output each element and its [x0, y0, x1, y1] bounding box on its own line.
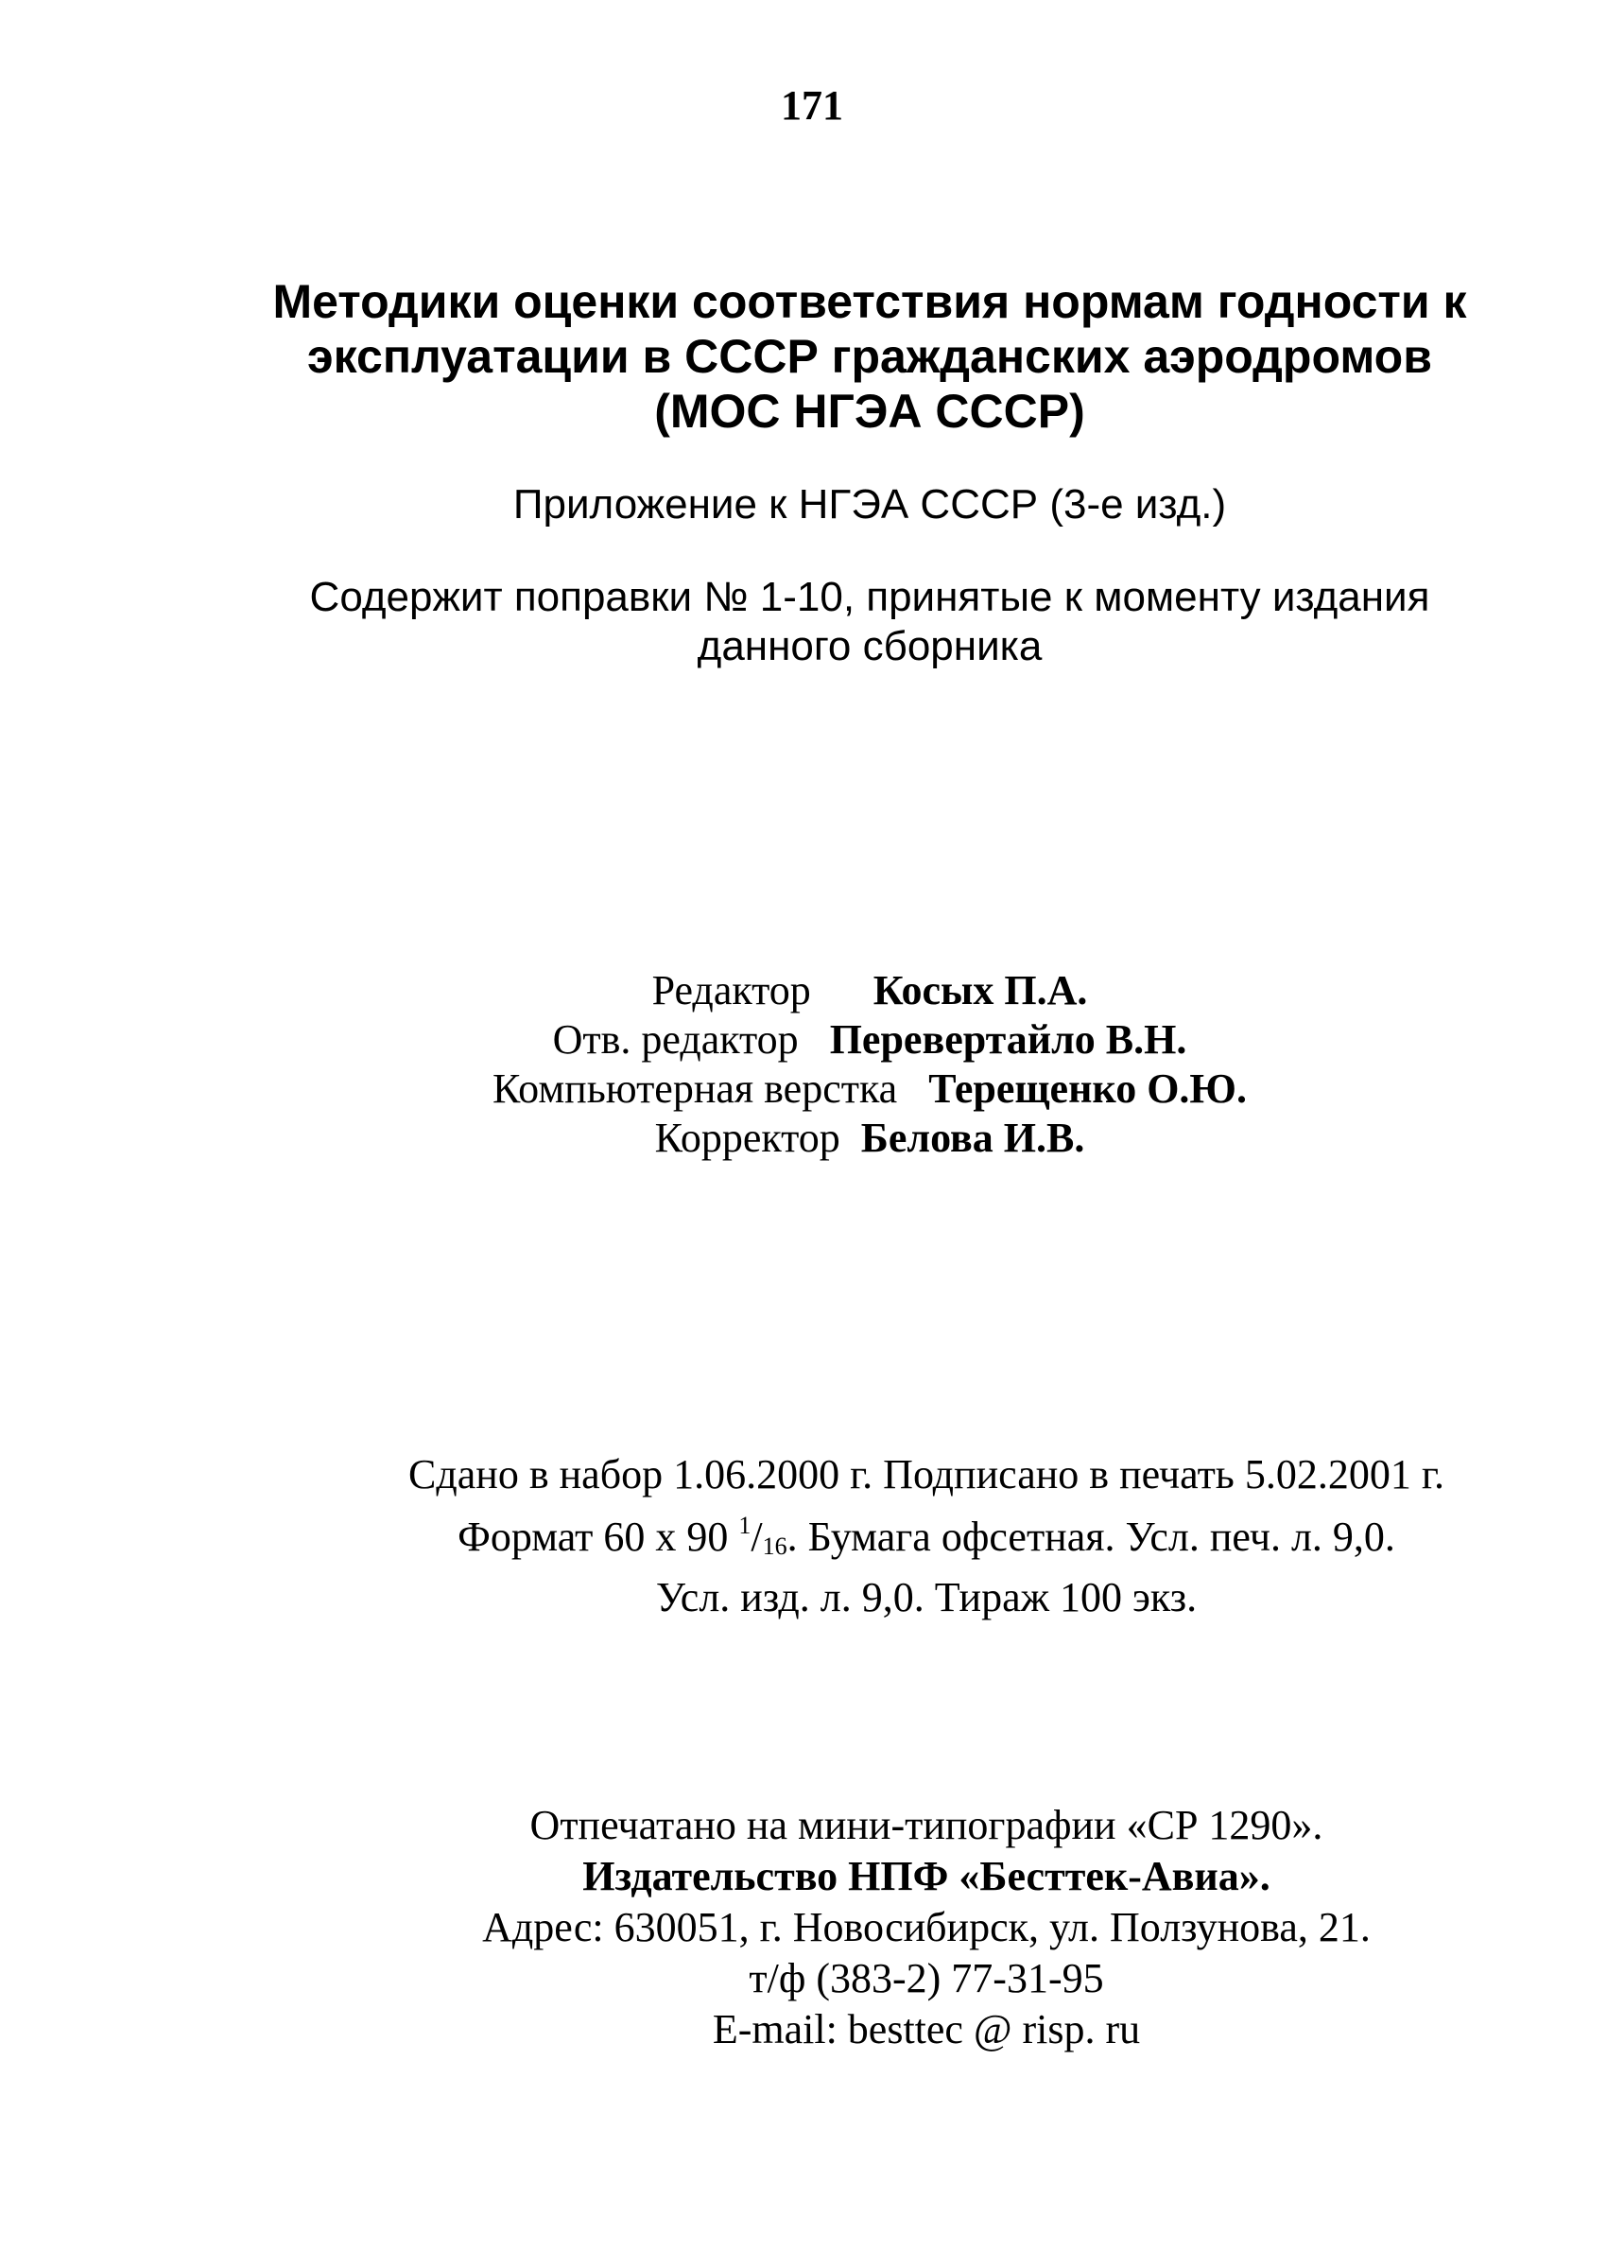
- imprint-line-2: Формат 60 х 90 $^1/_{16}$. Бумага офсетная. Усл. печ. л. 9,0.: [458, 1512, 1395, 1560]
- credit-role: Компьютерная верстка: [492, 1065, 898, 1112]
- amendments-line-2: данного сборника: [697, 623, 1043, 669]
- credit-role: Редактор: [651, 967, 811, 1013]
- title-line-1: Методики оценки соответствия нормам годности к: [272, 275, 1467, 328]
- credit-row: [189, 966, 1550, 1015]
- credit-row: [189, 1015, 1550, 1065]
- credit-name: Терещенко О.Ю.: [928, 1065, 1247, 1112]
- credit-name: Косых П.А.: [872, 967, 1088, 1013]
- amendments-line-1: Содержит поправки № 1-10, принятые к моменту издания: [309, 574, 1430, 620]
- phone-line: т/ф (383-2) 77-31-95: [749, 1955, 1104, 2001]
- imprint-line-3: Усл. изд. л. 9,0. Тираж 100 экз.: [655, 1574, 1198, 1620]
- appendix-line: Приложение к НГЭА СССР (3-е изд.): [512, 481, 1227, 528]
- printer-block: [284, 1800, 1569, 2055]
- credit-row: [189, 1065, 1550, 1114]
- title-line-3: (МОС НГЭА СССР): [654, 385, 1085, 438]
- credit-row: [189, 1114, 1550, 1163]
- imprint-block: [284, 1449, 1569, 1623]
- document-title: [208, 274, 1531, 439]
- credit-name: Белова И.В.: [860, 1115, 1085, 1161]
- format-fraction-numerator: 1: [738, 1512, 752, 1539]
- credit-role: Корректор: [654, 1115, 840, 1161]
- credit-name: Перевертайло В.Н.: [829, 1016, 1187, 1063]
- imprint-line-1: Сдано в набор 1.06.2000 г. Подписано в печать 5.02.2001 г.: [408, 1451, 1444, 1498]
- printer-line-1: Отпечатано на мини-типографии «СР 1290».: [529, 1802, 1323, 1848]
- appendix-note: [208, 480, 1531, 529]
- paper-text: . Бумага офсетная. Усл. печ. л. 9,0.: [786, 1514, 1395, 1560]
- amendments-note: [208, 573, 1531, 671]
- format-text: Формат 60 х 90: [458, 1514, 739, 1560]
- email-line: E-mail: besttec @ risp. ru: [712, 2006, 1141, 2052]
- page-number: 171: [781, 82, 843, 129]
- address-line: Адрес: 630051, г. Новосибирск, ул. Ползунова, 21.: [482, 1904, 1371, 1950]
- credit-role: Отв. редактор: [552, 1016, 799, 1063]
- title-line-2: эксплуатации в СССР гражданских аэродромов: [307, 330, 1432, 383]
- credits-block: [189, 966, 1550, 1163]
- publisher-line: Издательство НПФ «Бесттек-Авиа».: [582, 1853, 1270, 1899]
- format-fraction-denominator: 16: [762, 1532, 787, 1560]
